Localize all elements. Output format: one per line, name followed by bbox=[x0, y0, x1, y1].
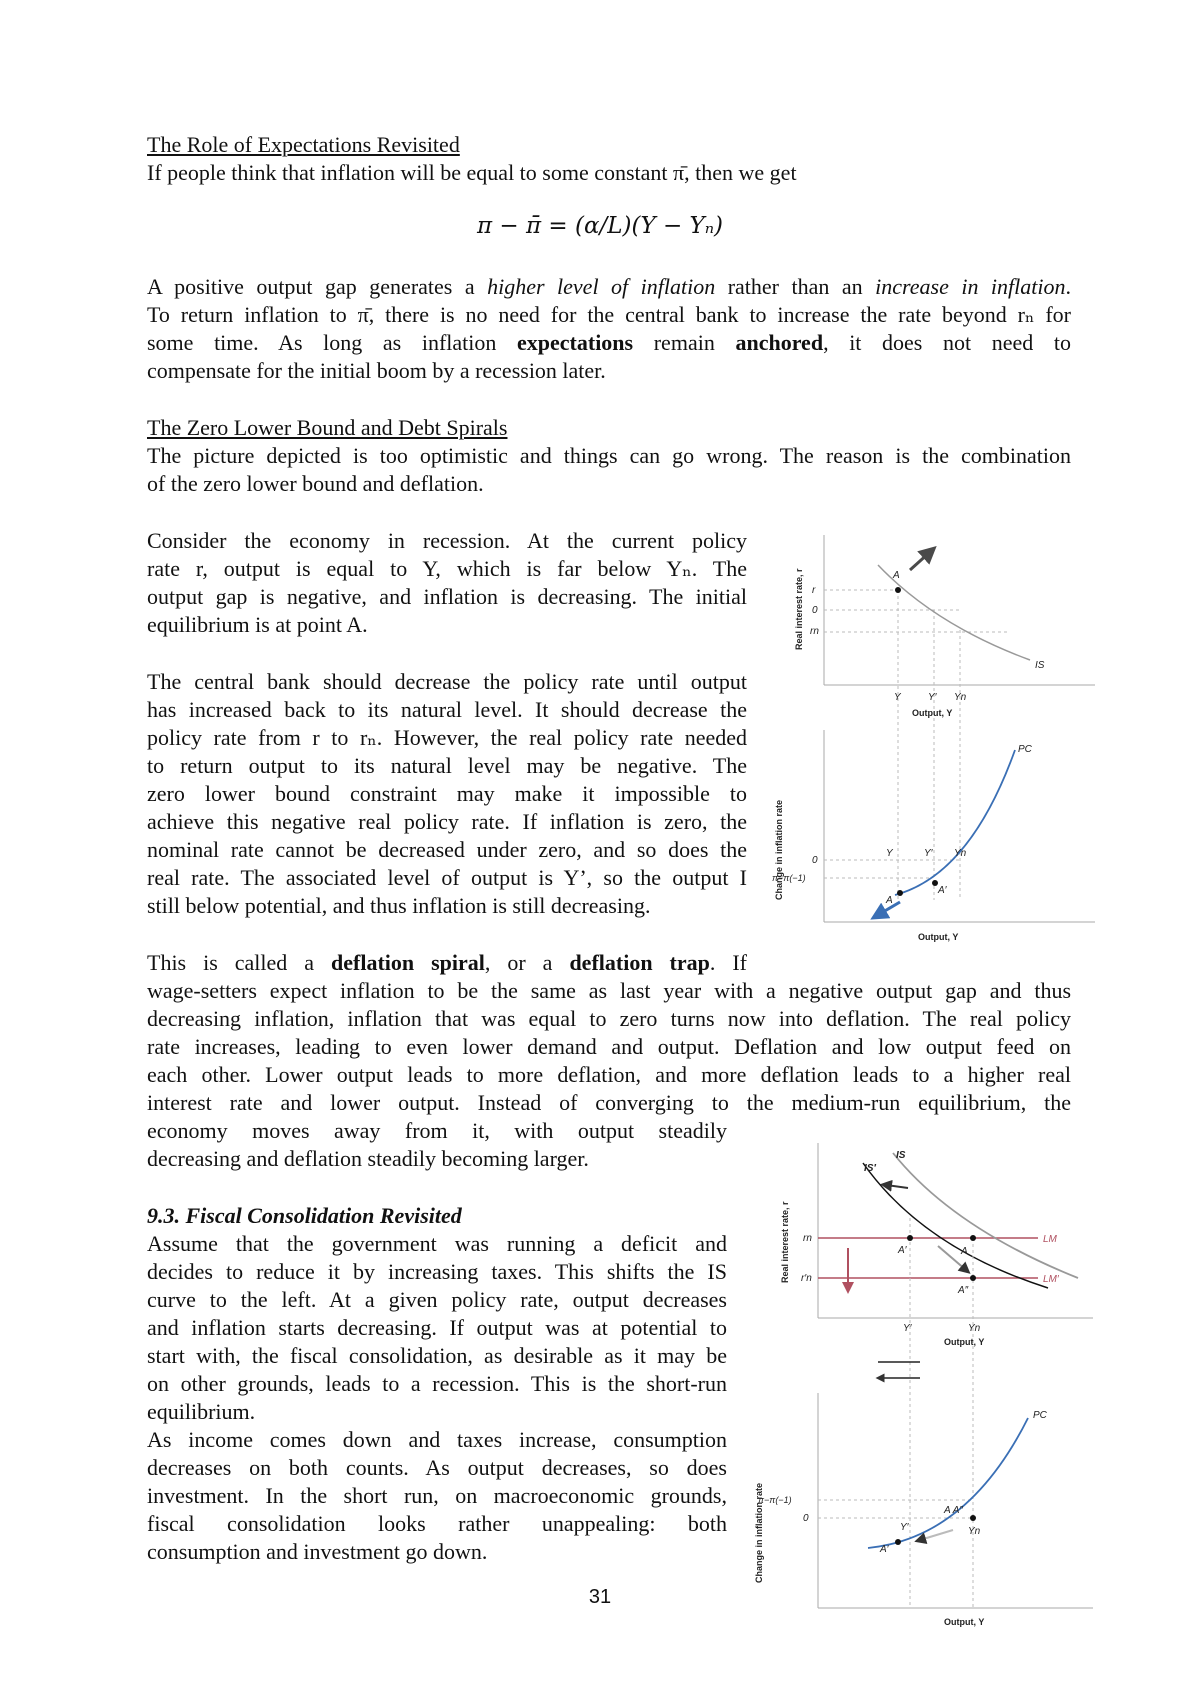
point-a bbox=[897, 890, 903, 896]
label-rn: rn bbox=[803, 1233, 812, 1244]
paragraph-line: economy moves away from it, with output steadily bbox=[147, 1118, 727, 1143]
y-axis-label: Real interest rate, r bbox=[780, 1201, 790, 1283]
paragraph-line: has increased back to its natural level. It should decrease the bbox=[147, 697, 747, 722]
label-zero: 0 bbox=[812, 855, 818, 866]
label-a-prime: A′ bbox=[880, 1544, 889, 1555]
paragraph-line: decreases on both counts. As output decreases, so does bbox=[147, 1455, 727, 1480]
paragraph-line: equilibrium. bbox=[147, 1399, 256, 1424]
point-a-prime bbox=[895, 1539, 901, 1545]
y-axis-label: Change in inflation rate bbox=[754, 1482, 764, 1583]
paragraph-line: still below potential, and thus inflation is still decreasing. bbox=[147, 893, 651, 918]
label-y: Y bbox=[886, 848, 893, 859]
point-a bbox=[970, 1515, 976, 1521]
pc-curve bbox=[868, 1418, 1028, 1548]
label-lm-prime: LM′ bbox=[1043, 1274, 1059, 1285]
label-yn: Yn bbox=[954, 848, 967, 859]
paragraph-line: decreasing inflation, inflation that was equal to zero turns now into deflation. The real policy bbox=[147, 1006, 1071, 1031]
label-pc: PC bbox=[1018, 744, 1032, 755]
paragraph-line: policy rate from r to rₙ. However, the real policy rate needed bbox=[147, 725, 747, 750]
paragraph-line: Consider the economy in recession. At the current policy bbox=[147, 528, 747, 553]
is-prime-curve bbox=[863, 1163, 1048, 1288]
point-a bbox=[970, 1235, 976, 1241]
label-a-a-double-prime: A A″ bbox=[944, 1505, 963, 1516]
x-axis-label: Output, Y bbox=[944, 1337, 985, 1347]
label-yn: Yn bbox=[968, 1323, 981, 1334]
section-heading-expectations: The Role of Expectations Revisited bbox=[147, 132, 460, 157]
paragraph-line: rate r, output is equal to Y, which is far below Yₙ. The bbox=[147, 556, 747, 581]
paragraph-line: The central bank should decrease the policy rate until output bbox=[147, 669, 747, 694]
paragraph-line: As income comes down and taxes increase, consumption bbox=[147, 1427, 727, 1452]
label-is-prime: IS′ bbox=[864, 1163, 876, 1174]
label-zero: 0 bbox=[812, 605, 818, 616]
y-axis-label: Real interest rate, r bbox=[794, 568, 804, 650]
paragraph-line: to return output to its natural level may be negative. The bbox=[147, 753, 747, 778]
paragraph-line: wage-setters expect inflation to be the same as last year with a negative output gap and thus bbox=[147, 978, 1071, 1003]
label-y-prime: Y′ bbox=[903, 1323, 912, 1334]
label-a-prime: A′ bbox=[938, 885, 947, 896]
paragraph-line: zero lower bound constraint may make it impossible to bbox=[147, 781, 747, 806]
section-heading-fiscal: 9.3. Fiscal Consolidation Revisited bbox=[147, 1203, 462, 1228]
paragraph-line: output gap is negative, and inflation is decreasing. The initial bbox=[147, 584, 747, 609]
is-shift-arrow bbox=[886, 1185, 908, 1188]
label-pi-change: π−π(−1) bbox=[772, 873, 806, 883]
paragraph-line: investment. In the short run, on macroeconomic grounds, bbox=[147, 1483, 727, 1508]
label-a: A bbox=[886, 895, 893, 906]
label-lm: LM bbox=[1043, 1234, 1057, 1245]
paragraph-line: To return inflation to π̄, there is no need for the central bank to increase the rate beyond rₙ for bbox=[147, 302, 1071, 327]
paragraph-line: achieve this negative real policy rate. If inflation is zero, the bbox=[147, 809, 747, 834]
label-is: IS bbox=[1035, 660, 1045, 671]
is-curve bbox=[878, 565, 1030, 660]
is-curve bbox=[893, 1153, 1078, 1278]
paragraph-line: decreasing and deflation steadily becoming larger. bbox=[147, 1146, 589, 1171]
paragraph-line: curve to the left. At a given policy rate, output decreases bbox=[147, 1287, 727, 1312]
x-axis-label: Output, Y bbox=[912, 708, 953, 718]
paragraph-line: compensate for the initial boom by a recession later. bbox=[147, 358, 606, 383]
paragraph-line: A positive output gap generates a higher level of inflation rather than an increase in inflation. bbox=[147, 274, 1071, 299]
paragraph-line: of the zero lower bound and deflation. bbox=[147, 471, 484, 496]
label-a-prime: A′ bbox=[898, 1245, 907, 1256]
label-rn-prime: r′n bbox=[801, 1273, 812, 1284]
point-a bbox=[895, 587, 901, 593]
label-yn: Yn bbox=[954, 692, 967, 703]
label-a: A bbox=[893, 570, 900, 581]
section-heading-zlb: The Zero Lower Bound and Debt Spirals bbox=[147, 415, 508, 440]
fiscal-consolidation-figure bbox=[748, 1138, 1100, 1633]
paragraph-line: on other grounds, leads to a recession. This is the short-run bbox=[147, 1371, 727, 1396]
deflation-trap-figure bbox=[760, 530, 1100, 950]
label-y-prime: Y′ bbox=[900, 1522, 909, 1533]
paragraph-line: interest rate and lower output. Instead of converging to the medium-run equilibrium, the bbox=[147, 1090, 1071, 1115]
label-a-double-prime: A″ bbox=[958, 1285, 969, 1296]
x-axis-label: Output, Y bbox=[944, 1617, 985, 1627]
label-yn: Yn bbox=[968, 1526, 981, 1537]
label-r: r bbox=[812, 585, 816, 596]
paragraph-line: each other. Lower output leads to more deflation, and more deflation leads to a higher real bbox=[147, 1062, 1071, 1087]
paragraph-line: equilibrium is at point A. bbox=[147, 612, 368, 637]
intro-line: If people think that inflation will be equal to some constant π̄, then we get bbox=[147, 160, 797, 185]
paragraph-line: and inflation starts decreasing. If output was at potential to bbox=[147, 1315, 727, 1340]
page-number: 31 bbox=[588, 1586, 612, 1608]
inflation-equation: π − π̄ = (α/L)(Y − Yₙ) bbox=[476, 213, 724, 239]
paragraph-line: nominal rate cannot be decreased under zero, and so does the bbox=[147, 837, 747, 862]
label-y: Y bbox=[894, 692, 901, 703]
paragraph-line: The picture depicted is too optimistic and things can go wrong. The reason is the combination bbox=[147, 443, 1071, 468]
point-a-double-prime bbox=[970, 1275, 976, 1281]
paragraph-line: decides to reduce it by increasing taxes. This shifts the IS bbox=[147, 1259, 727, 1284]
paragraph-line: real rate. The associated level of output is Y’, so the output I bbox=[147, 865, 747, 890]
paragraph-line: This is called a deflation spiral, or a deflation trap. If bbox=[147, 950, 747, 975]
point-a-prime bbox=[907, 1235, 913, 1241]
label-y-prime: Y′ bbox=[928, 692, 937, 703]
paragraph-line: rate increases, leading to even lower demand and output. Deflation and low output feed on bbox=[147, 1034, 1071, 1059]
label-pc: PC bbox=[1033, 1410, 1047, 1421]
label-y-prime: Y′ bbox=[924, 848, 933, 859]
pc-curve bbox=[895, 750, 1015, 895]
shift-arrow bbox=[910, 552, 930, 570]
paragraph-line: Assume that the government was running a deficit and bbox=[147, 1231, 727, 1256]
paragraph-line: start with, the fiscal consolidation, as desirable as it may be bbox=[147, 1343, 727, 1368]
paragraph-line: consumption and investment go down. bbox=[147, 1539, 488, 1564]
label-zero: 0 bbox=[803, 1513, 809, 1524]
paragraph-line: fiscal consolidation looks rather unappealing: both bbox=[147, 1511, 727, 1536]
label-pi-change: π−π(−1) bbox=[758, 1495, 792, 1505]
label-a: A bbox=[961, 1246, 968, 1257]
y-axis-label: Change in inflation rate bbox=[774, 799, 784, 900]
x-axis-label: Output, Y bbox=[918, 932, 959, 942]
paragraph-line: some time. As long as inflation expectations remain anchored, it does not need to bbox=[147, 330, 1071, 355]
label-rn: rn bbox=[810, 626, 819, 637]
label-is: IS bbox=[896, 1150, 906, 1161]
